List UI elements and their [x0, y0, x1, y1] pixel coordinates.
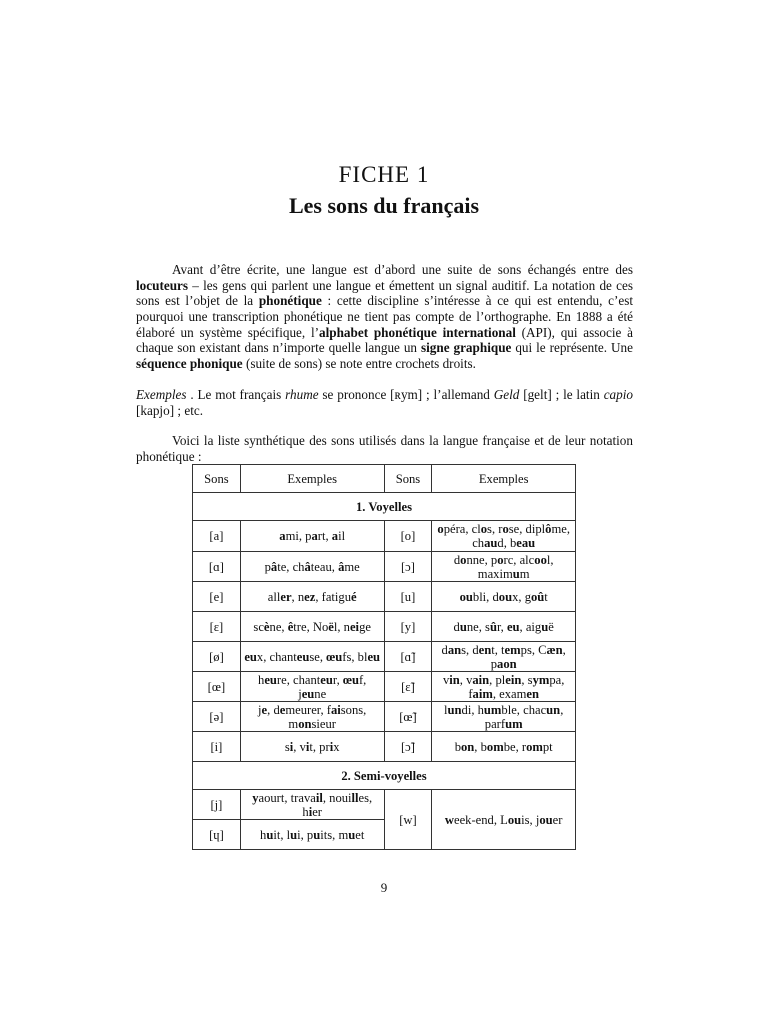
sound-examples: je, demeurer, faisons, monsieur — [240, 702, 384, 732]
page-number: 9 — [380, 880, 388, 895]
sound-examples: lundi, humble, chacun, parfum — [432, 702, 576, 732]
sound-examples: opéra, clos, rose, diplôme, chaud, beau — [432, 521, 576, 552]
sound-symbol: [ɑ] — [193, 552, 241, 582]
sound-examples: yaourt, travail, nouilles, hier — [240, 790, 384, 820]
sound-examples: oubli, doux, goût — [432, 582, 576, 612]
sound-examples: aller, nez, fatigué — [240, 582, 384, 612]
table-row — [193, 521, 576, 552]
sound-examples: si, vit, prix — [240, 732, 384, 762]
sound-symbol: [ɛ̃] — [384, 672, 432, 702]
section-title: 2. Semi-voyelles — [193, 762, 576, 790]
table-row — [193, 702, 576, 732]
sound-examples: scène, être, Noël, neige — [240, 612, 384, 642]
table-row — [193, 642, 576, 672]
sound-examples: eux, chanteuse, œufs, bleu — [240, 642, 384, 672]
page-title: Les sons du français — [288, 193, 480, 218]
sound-examples: heure, chanteur, œuf, jeune — [240, 672, 384, 702]
sound-symbol: [ɑ̃] — [384, 642, 432, 672]
sound-symbol: [w] — [384, 790, 432, 850]
sound-symbol: [œ̃] — [384, 702, 432, 732]
sound-symbol: [ɔ̃] — [384, 732, 432, 762]
table-row — [193, 552, 576, 582]
sound-examples: donne, porc, alcool, maximum — [432, 552, 576, 582]
sound-examples: vin, vain, plein, sympa, faim, examen — [432, 672, 576, 702]
header-exemples-2: Exemples — [432, 465, 576, 493]
header-exemples-1: Exemples — [240, 465, 384, 493]
table-row — [193, 790, 576, 820]
sound-examples: pâte, château, âme — [240, 552, 384, 582]
sound-symbol: [ɛ] — [193, 612, 241, 642]
header-sons-1: Sons — [193, 465, 241, 493]
table-body — [193, 493, 576, 850]
table-row — [193, 582, 576, 612]
sound-symbol: [ɥ] — [193, 820, 241, 850]
sound-symbol: [a] — [193, 521, 241, 552]
sound-symbol: [i] — [193, 732, 241, 762]
sound-examples: week-end, Louis, jouer — [432, 790, 576, 850]
sound-symbol: [ø] — [193, 642, 241, 672]
sound-symbol: [ɔ] — [384, 552, 432, 582]
table-row — [193, 672, 576, 702]
sound-symbol: [ə] — [193, 702, 241, 732]
sound-examples: dans, dent, temps, Cæn, paon — [432, 642, 576, 672]
fiche-label: FICHE 1 — [338, 162, 430, 187]
sound-symbol: [o] — [384, 521, 432, 552]
sound-examples: huit, lui, puits, muet — [240, 820, 384, 850]
sound-examples: bon, bombe, rompt — [432, 732, 576, 762]
sounds-table — [192, 464, 576, 850]
list-intro-paragraph: Voici la liste synthétique des sons utilisés dans la langue française et de leur notation phonétique : — [136, 433, 633, 464]
section-title: 1. Voyelles — [193, 493, 576, 521]
intro-paragraph: Avant d’être écrite, une langue est d’abord une suite de sons échangés entre des locuteurs – les gens qui parlent une langue et émettent un signal auditif. La notation de ces sons est l’objet de la phonétique : cette discipline s’intéresse à ce qui est entendu, c’est pourquoi une transcription phonétique ne tient pas compte de l’orthographe. En 1888 a été élaboré un système spécifique, l’alphabet phonétique international (API), qui associe à chaque son existant dans n’importe quelle langue un signe graphique qui le représente. Une séquence phonique (suite de sons) se note entre crochets droits. — [136, 262, 633, 371]
examples-paragraph: Exemples . Le mot français rhume se prononce [ʀym] ; l’allemand Geld [gelt] ; le latin capio [kapjo] ; etc. — [136, 387, 633, 418]
sound-symbol: [y] — [384, 612, 432, 642]
sound-symbol: [e] — [193, 582, 241, 612]
section-voyelles — [193, 493, 576, 521]
sound-examples: ami, part, ail — [240, 521, 384, 552]
section-semi-voyelles — [193, 762, 576, 790]
table-row — [193, 732, 576, 762]
sound-symbol: [œ] — [193, 672, 241, 702]
sound-examples: dune, sûr, eu, aiguë — [432, 612, 576, 642]
table-row — [193, 612, 576, 642]
sound-symbol: [j] — [193, 790, 241, 820]
sound-symbol: [u] — [384, 582, 432, 612]
header-sons-2: Sons — [384, 465, 432, 493]
table-header-row — [193, 465, 576, 493]
